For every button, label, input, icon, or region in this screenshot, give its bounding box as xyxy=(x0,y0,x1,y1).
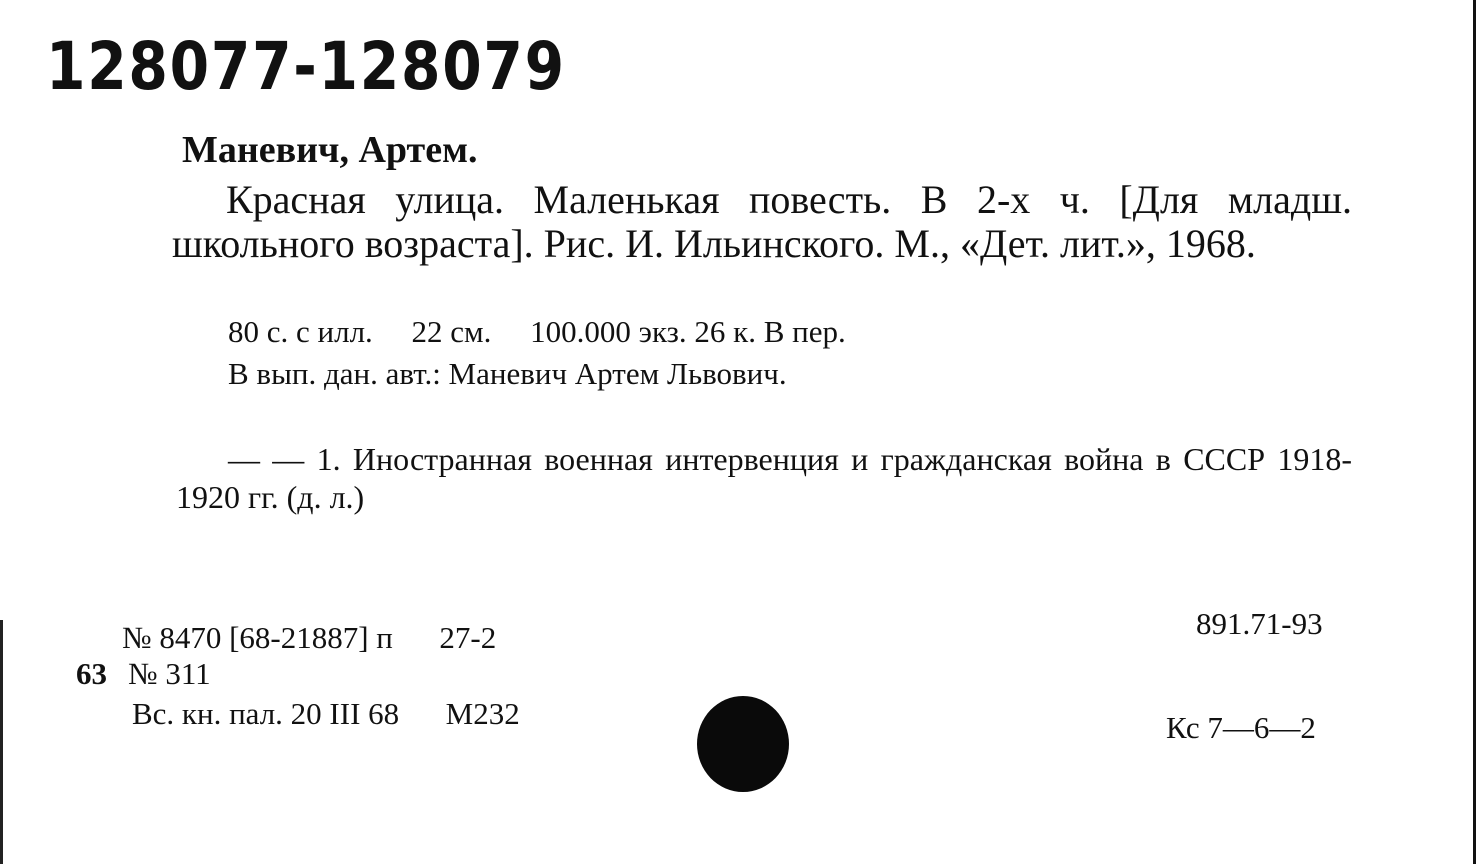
series-number: № 311 xyxy=(128,656,211,691)
series-prefix: 63 xyxy=(76,656,107,691)
punch-hole xyxy=(697,696,789,792)
inventory-numbers-handwritten: 128077-128079 xyxy=(46,28,566,105)
author-heading: Маневич, Артем. xyxy=(182,129,478,171)
description-text: Красная улица. Маленькая повесть. В 2-х ч. [Для младш. школьного возраста]. Рис. И. Ильинского. М., «Дет. лит.», 1968. xyxy=(172,177,1352,266)
shelf-code: Кс 7—6—2 xyxy=(1166,710,1316,745)
order-line: № 8470 [68-21887] п 27-2 xyxy=(122,620,497,655)
chamber-line: Вс. кн. пал. 20 III 68 М232 xyxy=(132,696,520,731)
card-right-edge xyxy=(1473,0,1476,864)
classification-code: 891.71-93 xyxy=(1196,606,1323,641)
author-note: В вып. дан. авт.: Маневич Артем Львович. xyxy=(228,356,787,391)
card-left-edge xyxy=(0,620,3,864)
title-description xyxy=(172,178,1352,266)
subject-heading xyxy=(176,440,1352,516)
subject-text: — — 1. Иностранная военная интервенция и гражданская война в СССР 1918-1920 гг. (д. л.) xyxy=(176,441,1352,515)
physical-description: 80 с. с илл. 22 см. 100.000 экз. 26 к. В пер. xyxy=(228,314,846,349)
